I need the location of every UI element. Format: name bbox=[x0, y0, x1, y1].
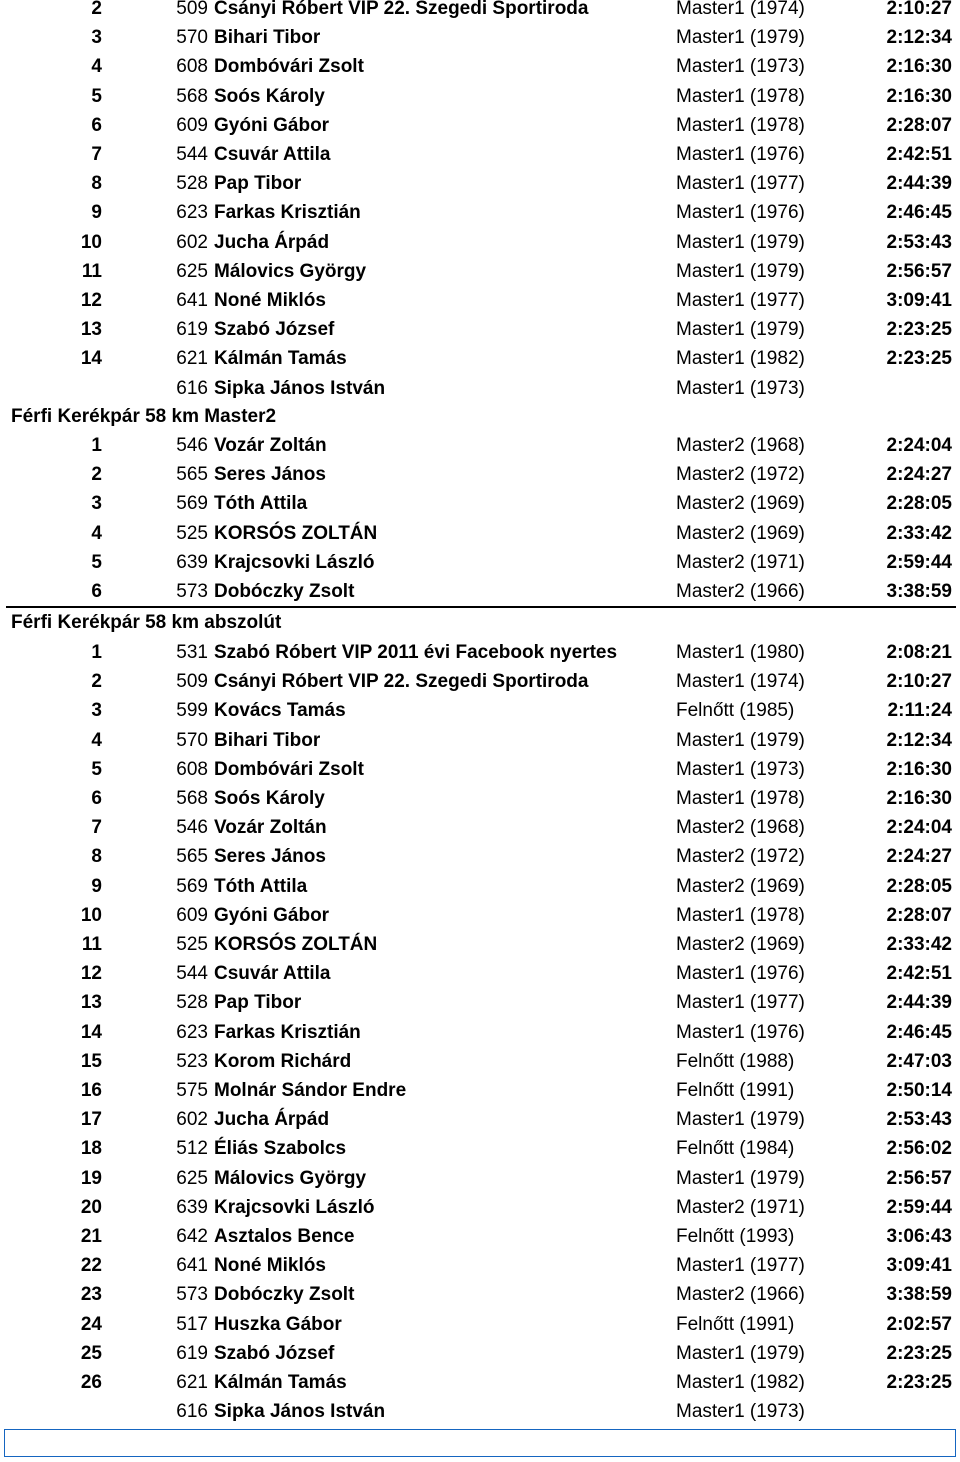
rank-cell: 5 bbox=[91, 551, 102, 573]
category-cell: Master2 (1969) bbox=[676, 493, 805, 515]
finish-time: 2:28:07 bbox=[886, 114, 952, 136]
bib-number: 609 bbox=[176, 114, 208, 136]
competitor-name: Seres János bbox=[214, 464, 326, 486]
rank-cell: 3 bbox=[91, 493, 102, 515]
table-row bbox=[0, 726, 960, 755]
competitor-name: Éliás Szabolcs bbox=[214, 1138, 347, 1160]
finish-time: 3:06:43 bbox=[886, 1226, 952, 1247]
bib-number: 565 bbox=[176, 846, 208, 868]
table-row bbox=[0, 286, 960, 315]
competitor-name: Dobóczky Zsolt bbox=[214, 581, 355, 602]
category-cell: Master2 (1966) bbox=[676, 581, 805, 602]
category-cell: Master1 (1979) bbox=[676, 1109, 805, 1131]
rank-cell: 18 bbox=[80, 1138, 102, 1160]
finish-time: 2:23:25 bbox=[886, 1372, 952, 1393]
bib-number: 568 bbox=[176, 85, 208, 107]
bib-number: 575 bbox=[176, 1080, 208, 1101]
finish-time: 2:16:30 bbox=[886, 56, 952, 78]
rank-cell: 12 bbox=[80, 290, 102, 311]
finish-time: 2:59:44 bbox=[886, 1196, 952, 1218]
table-row bbox=[0, 548, 960, 577]
bib-number: 573 bbox=[176, 581, 208, 602]
table-row bbox=[0, 1076, 960, 1105]
category-cell: Master1 (1974) bbox=[676, 0, 805, 19]
table-row bbox=[0, 52, 960, 81]
rank-cell: 22 bbox=[80, 1255, 102, 1277]
competitor-name: Málovics György bbox=[214, 260, 367, 282]
table-row bbox=[0, 1251, 960, 1280]
finish-time: 2:12:34 bbox=[886, 729, 952, 751]
rank-cell: 2 bbox=[91, 671, 102, 693]
table-row bbox=[0, 257, 960, 286]
table-row bbox=[0, 489, 960, 518]
finish-time: 2:33:42 bbox=[886, 522, 952, 544]
category-cell: Master1 (1979) bbox=[676, 231, 805, 253]
category-cell: Felnőtt (1988) bbox=[676, 1050, 795, 1072]
finish-time: 2:44:39 bbox=[886, 992, 952, 1014]
category-cell: Master1 (1973) bbox=[676, 1401, 805, 1423]
table-row bbox=[0, 988, 960, 1017]
rank-cell: 3 bbox=[91, 27, 102, 49]
table-row bbox=[0, 784, 960, 813]
competitor-name: Krajcsovki László bbox=[214, 551, 375, 573]
category-cell: Felnőtt (1993) bbox=[676, 1226, 795, 1247]
finish-time: 2:56:57 bbox=[886, 260, 952, 282]
category-cell: Master1 (1977) bbox=[676, 1255, 805, 1277]
rank-cell: 11 bbox=[81, 934, 102, 955]
rank-cell: 26 bbox=[80, 1372, 102, 1393]
competitor-name: Csányi Róbert VIP 22. Szegedi Sportiroda bbox=[214, 0, 589, 19]
finish-time: 2:53:43 bbox=[886, 231, 952, 253]
finish-time: 2:47:03 bbox=[886, 1050, 952, 1072]
finish-time: 2:44:39 bbox=[886, 173, 952, 195]
rank-cell: 8 bbox=[91, 173, 102, 195]
rank-cell: 6 bbox=[91, 114, 102, 136]
finish-time: 2:28:05 bbox=[886, 875, 952, 897]
section-title: Férfi Kerékpár 58 km abszolút bbox=[11, 612, 282, 633]
bib-number: 625 bbox=[176, 260, 208, 282]
table-row bbox=[0, 82, 960, 111]
rank-cell: 1 bbox=[91, 435, 102, 456]
table-row bbox=[0, 1222, 960, 1251]
finish-time: 2:53:43 bbox=[886, 1109, 952, 1131]
finish-time: 3:38:59 bbox=[886, 1284, 952, 1306]
finish-time: 2:12:34 bbox=[886, 27, 952, 49]
category-cell: Master1 (1982) bbox=[676, 348, 805, 370]
competitor-name: Tóth Attila bbox=[214, 493, 308, 515]
bib-number: 528 bbox=[176, 173, 208, 195]
competitor-name: Bihari Tibor bbox=[214, 729, 321, 751]
table-row bbox=[0, 315, 960, 344]
competitor-name: Gyóni Gábor bbox=[214, 114, 330, 136]
rank-cell: 11 bbox=[81, 260, 102, 282]
category-cell: Master1 (1979) bbox=[676, 260, 805, 282]
bib-number: 525 bbox=[176, 934, 208, 955]
table-row bbox=[0, 1310, 960, 1339]
category-cell: Master2 (1969) bbox=[676, 934, 805, 955]
category-cell: Master1 (1973) bbox=[676, 377, 805, 399]
finish-time: 2:33:42 bbox=[886, 934, 952, 955]
competitor-name: KORSÓS ZOLTÁN bbox=[214, 934, 378, 955]
footer-bar bbox=[4, 1429, 956, 1457]
category-cell: Master1 (1982) bbox=[676, 1372, 805, 1393]
category-cell: Master1 (1976) bbox=[676, 963, 805, 985]
bib-number: 608 bbox=[176, 56, 208, 78]
bib-number: 523 bbox=[176, 1050, 208, 1072]
category-cell: Master2 (1972) bbox=[676, 464, 805, 486]
finish-time: 2:42:51 bbox=[886, 144, 952, 165]
rank-cell: 3 bbox=[91, 700, 102, 722]
rank-cell: 14 bbox=[80, 1021, 102, 1043]
category-cell: Master2 (1968) bbox=[676, 817, 805, 839]
competitor-name: Szabó József bbox=[214, 1342, 335, 1364]
rank-cell: 13 bbox=[80, 319, 102, 341]
table-row bbox=[0, 638, 960, 667]
category-cell: Felnőtt (1985) bbox=[676, 700, 795, 722]
bib-number: 546 bbox=[176, 817, 208, 839]
rank-cell: 6 bbox=[91, 581, 102, 602]
rank-cell: 17 bbox=[80, 1109, 102, 1131]
table-row bbox=[0, 1134, 960, 1163]
competitor-name: Vozár Zoltán bbox=[214, 435, 327, 456]
bib-number: 568 bbox=[176, 788, 208, 809]
section-heading-master2 bbox=[0, 402, 960, 431]
category-cell: Master1 (1977) bbox=[676, 173, 805, 195]
competitor-name: Kálmán Tamás bbox=[214, 1372, 347, 1393]
rank-cell: 10 bbox=[80, 231, 102, 253]
category-cell: Master1 (1979) bbox=[676, 27, 805, 49]
rank-cell: 7 bbox=[91, 817, 102, 839]
competitor-name: Málovics György bbox=[214, 1167, 367, 1189]
rank-cell: 6 bbox=[91, 788, 102, 809]
finish-time: 2:23:25 bbox=[886, 319, 952, 341]
table-row bbox=[0, 1368, 960, 1397]
competitor-name: Asztalos Bence bbox=[214, 1226, 355, 1247]
table-row bbox=[0, 1105, 960, 1134]
category-cell: Master2 (1969) bbox=[676, 875, 805, 897]
table-row bbox=[0, 1280, 960, 1309]
category-cell: Master1 (1976) bbox=[676, 1021, 805, 1043]
bib-number: 623 bbox=[176, 202, 208, 224]
category-cell: Master1 (1978) bbox=[676, 788, 805, 809]
finish-time: 2:50:14 bbox=[886, 1080, 952, 1101]
bib-number: 546 bbox=[176, 435, 208, 456]
table-row bbox=[0, 1018, 960, 1047]
bib-number: 616 bbox=[176, 377, 208, 399]
section-title: Férfi Kerékpár 58 km Master2 bbox=[11, 406, 277, 427]
table-row bbox=[0, 872, 960, 901]
bib-number: 642 bbox=[176, 1226, 208, 1247]
competitor-name: Sipka János István bbox=[214, 1401, 386, 1423]
category-cell: Master1 (1977) bbox=[676, 992, 805, 1014]
rank-cell: 5 bbox=[91, 85, 102, 107]
competitor-name: Kálmán Tamás bbox=[214, 348, 347, 370]
finish-time: 2:24:27 bbox=[886, 464, 952, 486]
competitor-name: Jucha Árpád bbox=[214, 231, 330, 253]
competitor-name: Csuvár Attila bbox=[214, 144, 331, 165]
category-cell: Master1 (1979) bbox=[676, 1167, 805, 1189]
table-row bbox=[0, 1339, 960, 1368]
bib-number: 570 bbox=[176, 729, 208, 751]
competitor-name: Farkas Krisztián bbox=[214, 1021, 361, 1043]
table-row bbox=[0, 431, 960, 460]
competitor-name: Szabó Róbert VIP 2011 évi Facebook nyertes bbox=[214, 642, 618, 663]
table-row bbox=[0, 959, 960, 988]
category-cell: Master1 (1974) bbox=[676, 671, 805, 693]
finish-time: 2:59:44 bbox=[886, 551, 952, 573]
finish-time: 2:56:57 bbox=[886, 1167, 952, 1189]
competitor-name: Krajcsovki László bbox=[214, 1196, 375, 1218]
rank-cell: 1 bbox=[91, 642, 102, 663]
rank-cell: 19 bbox=[80, 1167, 102, 1189]
rank-cell: 2 bbox=[91, 0, 102, 19]
rank-cell: 5 bbox=[91, 758, 102, 780]
competitor-name: Sipka János István bbox=[214, 377, 386, 399]
competitor-name: Noné Miklós bbox=[214, 290, 326, 311]
rank-cell: 24 bbox=[80, 1313, 102, 1335]
finish-time: 2:10:27 bbox=[886, 0, 952, 19]
bib-number: 570 bbox=[176, 27, 208, 49]
finish-time: 3:38:59 bbox=[886, 581, 952, 602]
finish-time: 2:24:27 bbox=[886, 846, 952, 868]
table-row bbox=[0, 519, 960, 548]
category-cell: Felnőtt (1991) bbox=[676, 1313, 795, 1335]
rank-cell: 23 bbox=[80, 1284, 102, 1306]
bib-number: 621 bbox=[176, 1372, 208, 1393]
bib-number: 569 bbox=[176, 493, 208, 515]
bib-number: 625 bbox=[176, 1167, 208, 1189]
rank-cell: 9 bbox=[91, 875, 102, 897]
bib-number: 509 bbox=[176, 0, 208, 19]
rank-cell: 8 bbox=[91, 846, 102, 868]
rank-cell: 2 bbox=[91, 464, 102, 486]
category-cell: Master2 (1969) bbox=[676, 522, 805, 544]
competitor-name: Csányi Róbert VIP 22. Szegedi Sportiroda bbox=[214, 671, 589, 693]
table-row bbox=[0, 0, 960, 23]
category-cell: Master1 (1977) bbox=[676, 290, 805, 311]
competitor-name: Kovács Tamás bbox=[214, 700, 346, 722]
competitor-name: Noné Miklós bbox=[214, 1255, 326, 1277]
finish-time: 2:16:30 bbox=[886, 788, 952, 809]
category-cell: Master2 (1972) bbox=[676, 846, 805, 868]
finish-time: 3:09:41 bbox=[886, 290, 952, 311]
competitor-name: Vozár Zoltán bbox=[214, 817, 327, 839]
competitor-name: Csuvár Attila bbox=[214, 963, 331, 985]
category-cell: Master1 (1979) bbox=[676, 319, 805, 341]
rank-cell: 21 bbox=[80, 1226, 102, 1247]
finish-time: 2:02:57 bbox=[886, 1313, 952, 1335]
table-row bbox=[0, 344, 960, 373]
rank-cell: 25 bbox=[80, 1342, 102, 1364]
category-cell: Master1 (1973) bbox=[676, 56, 805, 78]
competitor-name: Soós Károly bbox=[214, 85, 325, 107]
bib-number: 639 bbox=[176, 1196, 208, 1218]
bib-number: 528 bbox=[176, 992, 208, 1014]
category-cell: Master2 (1966) bbox=[676, 1284, 805, 1306]
finish-time: 2:23:25 bbox=[886, 1342, 952, 1364]
finish-time: 3:09:41 bbox=[886, 1255, 952, 1277]
bib-number: 641 bbox=[176, 290, 208, 311]
finish-time: 2:28:07 bbox=[886, 904, 952, 926]
bib-number: 619 bbox=[176, 319, 208, 341]
table-row bbox=[0, 228, 960, 257]
table-row bbox=[0, 1397, 960, 1426]
category-cell: Master1 (1979) bbox=[676, 729, 805, 751]
category-cell: Master1 (1980) bbox=[676, 642, 805, 663]
competitor-name: Pap Tibor bbox=[214, 173, 302, 195]
bib-number: 639 bbox=[176, 551, 208, 573]
competitor-name: Dobóczky Zsolt bbox=[214, 1284, 355, 1306]
category-cell: Felnőtt (1984) bbox=[676, 1138, 795, 1160]
rank-cell: 4 bbox=[91, 522, 102, 544]
table-row bbox=[0, 460, 960, 489]
competitor-name: Jucha Árpád bbox=[214, 1109, 330, 1131]
finish-time: 2:16:30 bbox=[886, 85, 952, 107]
competitor-name: Szabó József bbox=[214, 319, 335, 341]
table-row bbox=[0, 198, 960, 227]
category-cell: Master2 (1971) bbox=[676, 551, 805, 573]
competitor-name: Bihari Tibor bbox=[214, 27, 321, 49]
category-cell: Master1 (1978) bbox=[676, 114, 805, 136]
competitor-name: Korom Richárd bbox=[214, 1050, 352, 1072]
category-cell: Master1 (1973) bbox=[676, 758, 805, 780]
bib-number: 512 bbox=[176, 1138, 208, 1160]
finish-time: 2:46:45 bbox=[886, 1021, 952, 1043]
rank-cell: 20 bbox=[80, 1196, 102, 1218]
rank-cell: 4 bbox=[91, 729, 102, 751]
rank-cell: 10 bbox=[80, 904, 102, 926]
category-cell: Master1 (1976) bbox=[676, 144, 805, 165]
bib-number: 565 bbox=[176, 464, 208, 486]
rank-cell: 12 bbox=[80, 963, 102, 985]
bib-number: 619 bbox=[176, 1342, 208, 1364]
rank-cell: 16 bbox=[80, 1080, 102, 1101]
bib-number: 544 bbox=[176, 144, 208, 165]
bib-number: 608 bbox=[176, 758, 208, 780]
competitor-name: Gyóni Gábor bbox=[214, 904, 330, 926]
finish-time: 2:16:30 bbox=[886, 758, 952, 780]
rank-cell: 9 bbox=[91, 202, 102, 224]
bib-number: 569 bbox=[176, 875, 208, 897]
table-row bbox=[0, 667, 960, 696]
bib-number: 544 bbox=[176, 963, 208, 985]
bib-number: 525 bbox=[176, 522, 208, 544]
bib-number: 599 bbox=[176, 700, 208, 722]
competitor-name: Huszka Gábor bbox=[214, 1313, 342, 1335]
rank-cell: 14 bbox=[80, 348, 102, 370]
table-row bbox=[0, 842, 960, 871]
category-cell: Felnőtt (1991) bbox=[676, 1080, 795, 1101]
bib-number: 621 bbox=[176, 348, 208, 370]
finish-time: 2:08:21 bbox=[886, 642, 952, 663]
finish-time: 2:28:05 bbox=[886, 493, 952, 515]
rank-cell: 13 bbox=[80, 992, 102, 1014]
competitor-name: Seres János bbox=[214, 846, 326, 868]
bib-number: 517 bbox=[176, 1313, 208, 1335]
bib-number: 509 bbox=[176, 671, 208, 693]
bib-number: 573 bbox=[176, 1284, 208, 1306]
competitor-name: Dombóvári Zsolt bbox=[214, 56, 364, 78]
category-cell: Master1 (1978) bbox=[676, 904, 805, 926]
finish-time: 2:46:45 bbox=[886, 202, 952, 224]
table-row bbox=[0, 930, 960, 959]
rank-cell: 7 bbox=[91, 144, 102, 165]
rank-cell: 4 bbox=[91, 56, 102, 78]
table-row bbox=[0, 1193, 960, 1222]
bib-number: 623 bbox=[176, 1021, 208, 1043]
table-row bbox=[0, 111, 960, 140]
competitor-name: Molnár Sándor Endre bbox=[214, 1080, 407, 1101]
rank-cell: 15 bbox=[80, 1050, 102, 1072]
competitor-name: Pap Tibor bbox=[214, 992, 302, 1014]
table-row bbox=[0, 1047, 960, 1076]
finish-time: 2:24:04 bbox=[886, 435, 952, 456]
finish-time: 2:11:24 bbox=[887, 700, 952, 722]
finish-time: 2:10:27 bbox=[886, 671, 952, 693]
category-cell: Master1 (1978) bbox=[676, 85, 805, 107]
bib-number: 531 bbox=[176, 642, 208, 663]
finish-time: 2:24:04 bbox=[886, 817, 952, 839]
competitor-name: Farkas Krisztián bbox=[214, 202, 361, 224]
table-row bbox=[0, 23, 960, 52]
table-row bbox=[0, 374, 960, 403]
bib-number: 609 bbox=[176, 904, 208, 926]
category-cell: Master1 (1976) bbox=[676, 202, 805, 224]
table-row bbox=[0, 140, 960, 169]
bib-number: 641 bbox=[176, 1255, 208, 1277]
competitor-name: Soós Károly bbox=[214, 788, 325, 809]
category-cell: Master2 (1968) bbox=[676, 435, 805, 456]
table-row bbox=[0, 1164, 960, 1193]
category-cell: Master1 (1979) bbox=[676, 1342, 805, 1364]
bib-number: 602 bbox=[176, 1109, 208, 1131]
table-row bbox=[0, 169, 960, 198]
category-cell: Master2 (1971) bbox=[676, 1196, 805, 1218]
section-heading-absolute bbox=[0, 608, 960, 637]
table-row bbox=[0, 577, 960, 606]
table-row bbox=[0, 901, 960, 930]
competitor-name: Dombóvári Zsolt bbox=[214, 758, 364, 780]
table-row bbox=[0, 696, 960, 725]
finish-time: 2:56:02 bbox=[886, 1138, 952, 1160]
finish-time: 2:42:51 bbox=[886, 963, 952, 985]
bib-number: 602 bbox=[176, 231, 208, 253]
competitor-name: Tóth Attila bbox=[214, 875, 308, 897]
table-row bbox=[0, 755, 960, 784]
table-row bbox=[0, 813, 960, 842]
bib-number: 616 bbox=[176, 1401, 208, 1423]
finish-time: 2:23:25 bbox=[886, 348, 952, 370]
competitor-name: KORSÓS ZOLTÁN bbox=[214, 522, 378, 544]
